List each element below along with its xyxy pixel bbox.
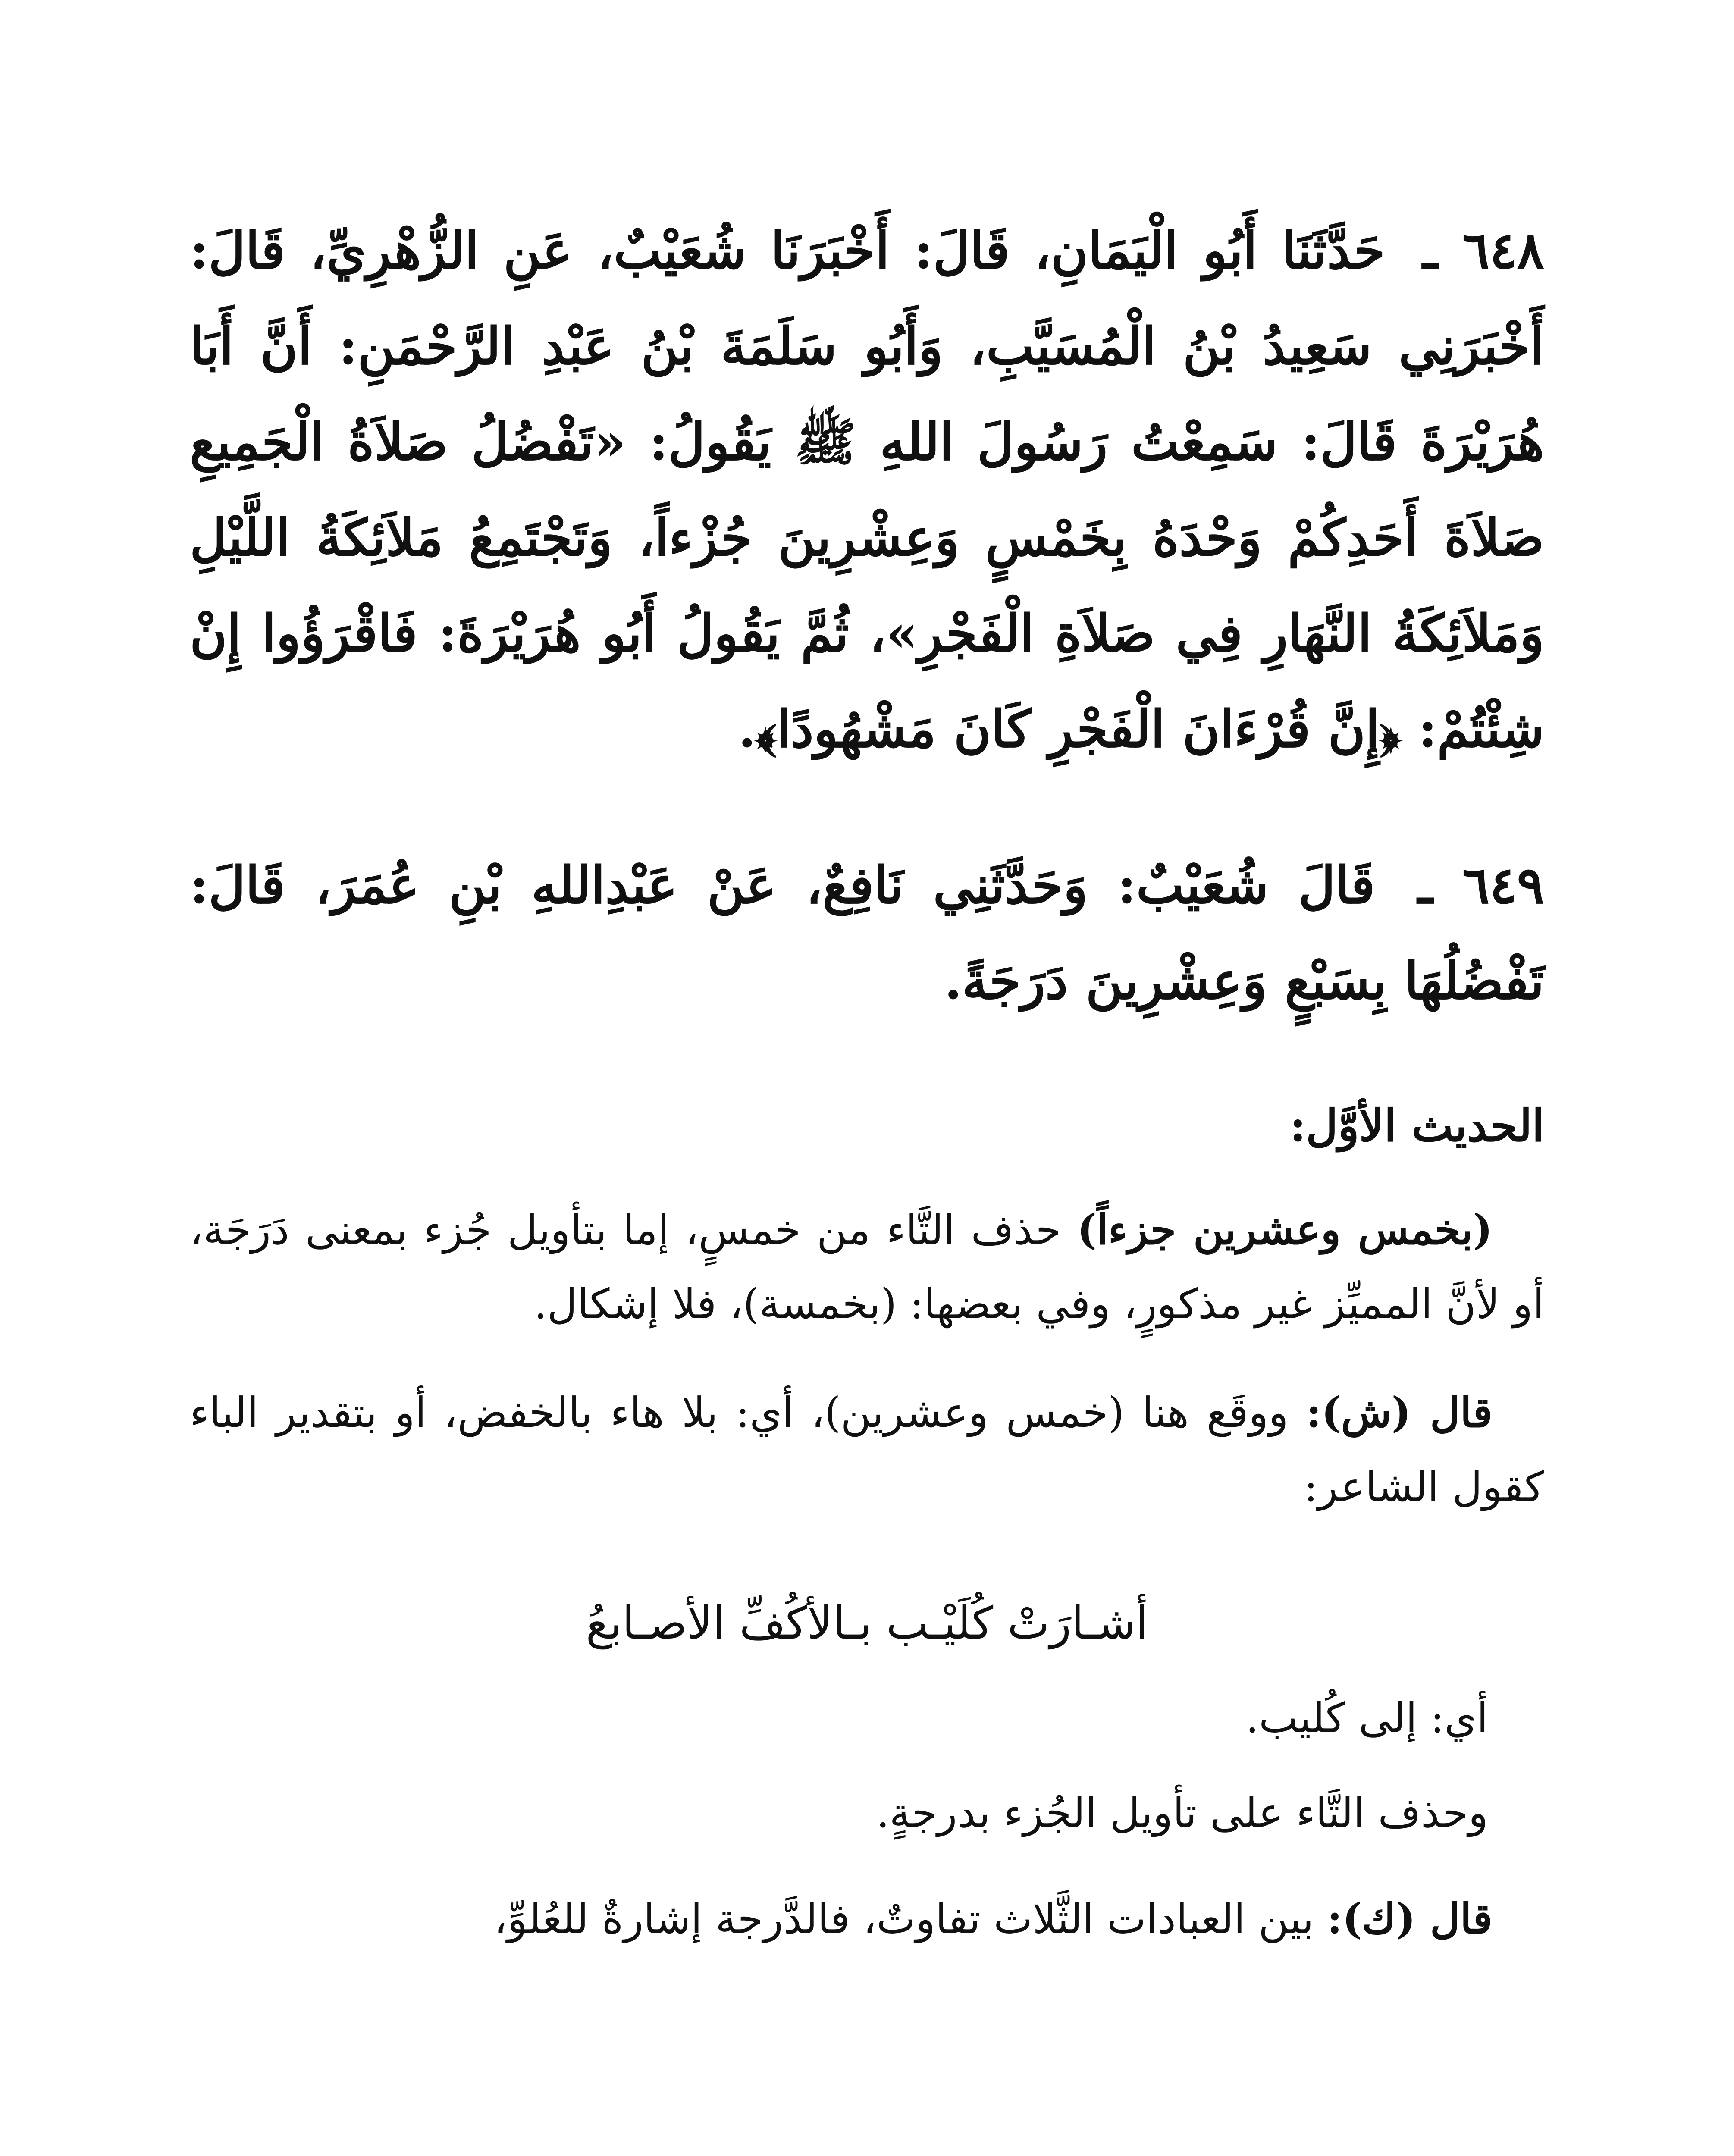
commentary-paragraph — [190, 1376, 1544, 1524]
commentary-text: حذف التَّاء من خمسٍ، إما بتأويل جُزء بمعنى دَرَجَة، أو لأنَّ المميِّز غير مذكورٍ، وفي بعضها: (بخمسة)، فلا إشكال. — [190, 1206, 1544, 1328]
section-heading: الحديث الأوَّل: — [1289, 1100, 1544, 1152]
commentary-paragraph — [190, 1882, 1544, 1956]
commentary-line: وحذف التَّاء على تأويل الجُزء بدرجةٍ. — [876, 1789, 1488, 1837]
hadith-text: حَدَّثَنَا أَبُو الْيَمَانِ، قَالَ: أَخْبَرَنَا شُعَيْبٌ، عَنِ الزُّهْرِيِّ، قَالَ: أَخْبَرَنِي سَعِيدُ بْنُ الْمُسَيَّبِ، وَأَبُو سَلَمَةَ بْنُ عَبْدِ الرَّحْمَنِ: أَنَّ أَبَا هُرَيْرَةَ قَالَ: سَمِعْتُ رَسُولَ اللهِ ﷺ يَقُولُ: «تَفْضُلُ صَلاَةُ الْجَمِيعِ صَلاَةَ أَحَدِكُمْ وَحْدَهُ بِخَمْسٍ وَعِشْرِينَ جُزْءاً، وَتَجْتَمِعُ مَلاَئِكَةُ اللَّيْلِ وَمَلاَئِكَةُ النَّهَارِ فِي صَلاَةِ الْفَجْرِ»، ثُمَّ يَقُولُ أَبُو هُرَيْرَةَ: فَاقْرَؤُوا إِنْ شِئْتُمْ: ﴿إِنَّ قُرْءَانَ الْفَجْرِ كَانَ مَشْهُودًا﴾. — [190, 220, 1544, 759]
commentary-text: بين العبادات الثَّلاث تفاوتٌ، فالدَّرجة إشارةٌ للعُلوِّ، — [494, 1895, 1327, 1943]
commentary-text: ووقَع هنا (خمس وعشرين)، أي: بلا هاء بالخفض، أو بتقدير الباء كقول الشاعر: — [190, 1388, 1544, 1511]
quoted-phrase: (بخمس وعشرين جزءاً) — [1077, 1205, 1493, 1254]
source-attribution: قال (ك): — [1327, 1894, 1493, 1943]
poetry-verse: أشـارَتْ كُلَيْـب بـالأكُفِّ الأصـابعُ — [586, 1597, 1148, 1649]
hadith-648 — [190, 203, 1544, 777]
hadith-text: قَالَ شُعَيْبٌ: وَحَدَّثَنِي نَافِعٌ، عَنْ عَبْدِاللهِ بْنِ عُمَرَ، قَالَ: تَفْضُلُهَا بِسَبْعٍ وَعِشْرِينَ دَرَجَةً. — [190, 855, 1544, 1011]
hadith-number: ٦٤٩ ـ — [1417, 855, 1544, 915]
commentary-paragraph — [190, 1193, 1544, 1341]
commentary-line: أي: إلى كُليب. — [1245, 1694, 1488, 1742]
source-attribution: قال (ش): — [1306, 1388, 1493, 1437]
hadith-number: ٦٤٨ ـ — [1423, 220, 1544, 280]
page-content — [190, 203, 1544, 1956]
hadith-649 — [190, 837, 1544, 1029]
